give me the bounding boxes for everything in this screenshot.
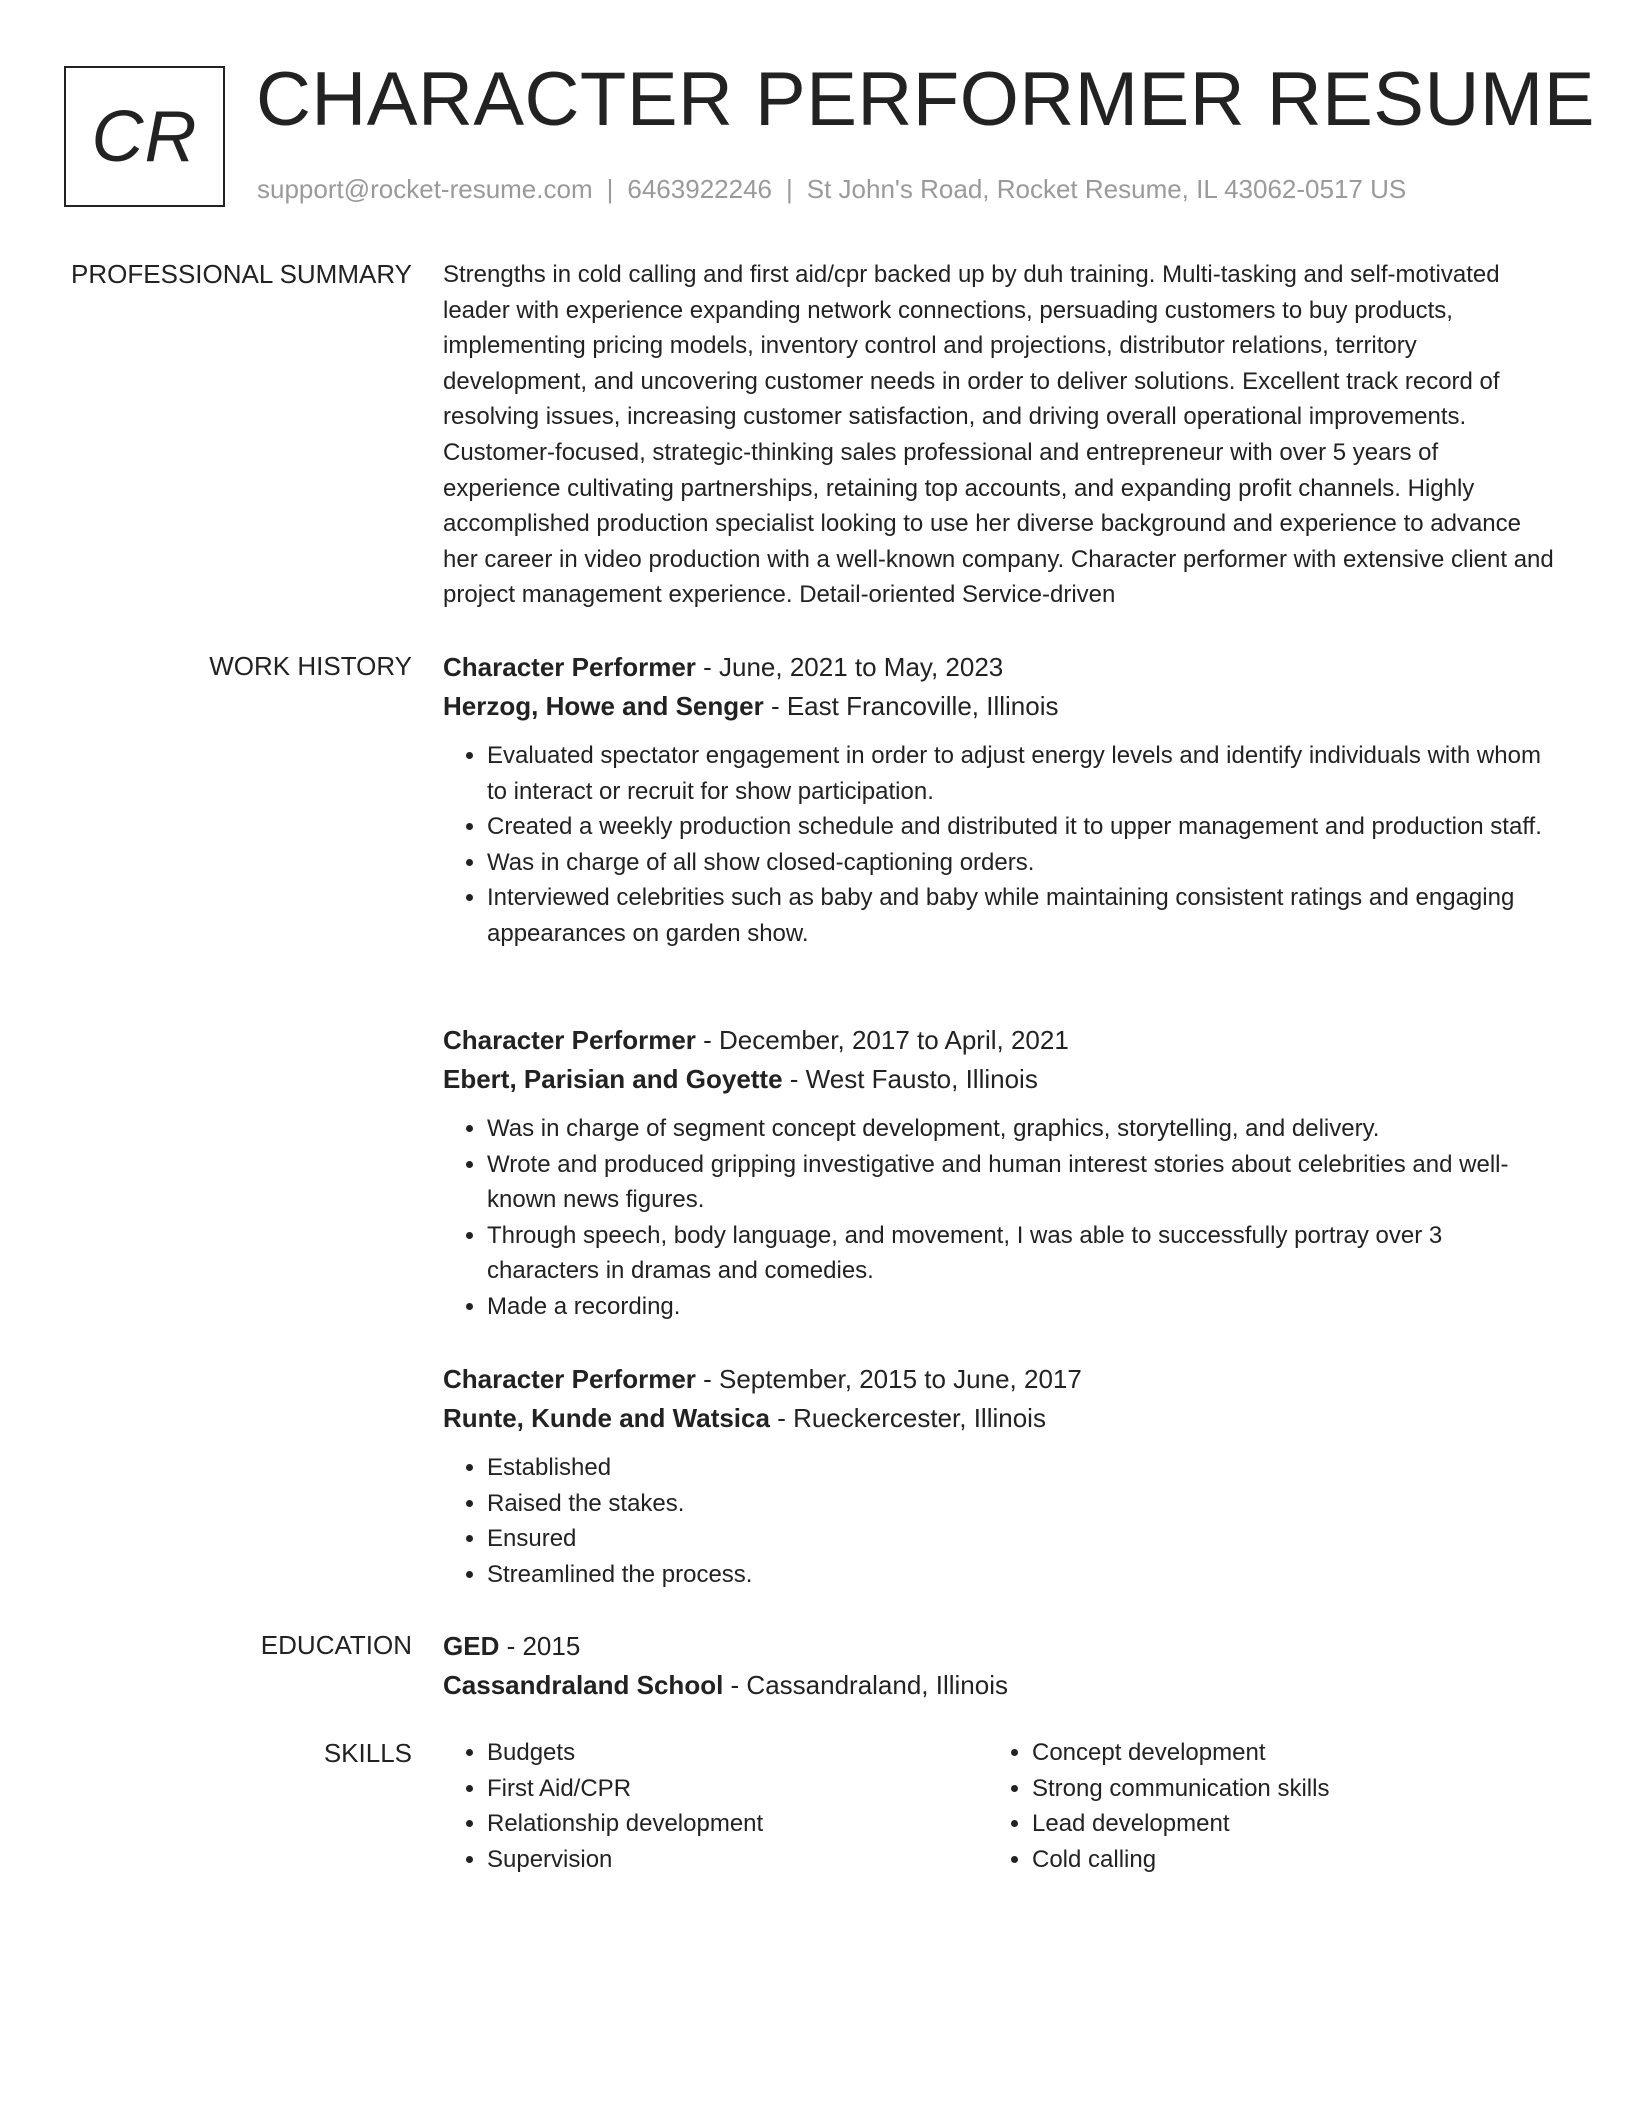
- skills-body: [443, 1735, 1555, 1877]
- skill-item: • Lead development: [1032, 1806, 1533, 1842]
- job-duty: • Wrote and produced gripping investigative and human interest stories about celebrities and well-known news figures.: [487, 1147, 1555, 1218]
- job-duty: • Interviewed celebrities such as baby and baby while maintaining consistent ratings and engaging appearances on garden show.: [487, 880, 1555, 951]
- job-location: - West Fausto, Illinois: [782, 1064, 1038, 1094]
- education-degree: GED: [443, 1631, 500, 1661]
- contact-separator: |: [606, 174, 614, 204]
- skill-item: • Strong communication skills: [1032, 1771, 1533, 1807]
- work-history-heading: WORK HISTORY: [209, 651, 412, 681]
- skills-list-left: [443, 1735, 988, 1877]
- education-school: Cassandraland School: [443, 1670, 724, 1700]
- job-title: Character Performer: [443, 1025, 696, 1055]
- job-company-line: [443, 687, 1555, 726]
- job-duty: • Raised the stakes.: [487, 1486, 1555, 1522]
- skills-columns: [443, 1735, 1555, 1877]
- job-entry: [443, 648, 1555, 952]
- education-heading: EDUCATION: [260, 1630, 412, 1660]
- job-duties-list: [443, 738, 1555, 952]
- contact-email[interactable]: support@rocket-resume.com: [257, 174, 593, 204]
- summary-body: [443, 257, 1555, 613]
- skill-item: • Concept development: [1032, 1735, 1533, 1771]
- job-title-line: [443, 648, 1555, 687]
- job-duty: • Established: [487, 1450, 1555, 1486]
- job-title: Character Performer: [443, 652, 696, 682]
- skills-heading: SKILLS: [323, 1738, 412, 1768]
- job-company: Herzog, Howe and Senger: [443, 691, 764, 721]
- contact-line: [257, 174, 1406, 205]
- skills-list-right: [988, 1735, 1533, 1877]
- education-school-line: [443, 1666, 1555, 1705]
- job-location: - East Francoville, Illinois: [763, 691, 1059, 721]
- job-entry: [443, 1021, 1555, 1325]
- job-duty: • Made a recording.: [487, 1289, 1555, 1325]
- resume-title: CHARACTER PERFORMER RESUME: [256, 57, 1595, 142]
- job-location: - Rueckercester, Illinois: [769, 1403, 1046, 1433]
- skill-item: • Relationship development: [487, 1806, 988, 1842]
- skill-item: • First Aid/CPR: [487, 1771, 988, 1807]
- education-body: [443, 1627, 1555, 1705]
- job-dates: - September, 2015 to June, 2017: [695, 1364, 1082, 1394]
- job-title: Character Performer: [443, 1364, 696, 1394]
- job-duties-list: [443, 1111, 1555, 1325]
- skill-item: • Cold calling: [1032, 1842, 1533, 1878]
- job-company-line: [443, 1399, 1555, 1438]
- job-company: Runte, Kunde and Watsica: [443, 1403, 770, 1433]
- education-year: - 2015: [499, 1631, 581, 1661]
- job-entry: [443, 1360, 1555, 1592]
- contact-separator: |: [786, 174, 793, 204]
- contact-address: St John's Road, Rocket Resume, IL 43062-0517 US: [806, 174, 1407, 204]
- job-title-line: [443, 1021, 1555, 1060]
- job-duty: • Evaluated spectator engagement in order to adjust energy levels and identify individuals with whom to interact or recruit for show participation.: [487, 738, 1555, 809]
- summary-heading: PROFESSIONAL SUMMARY: [71, 259, 412, 289]
- job-title-line: [443, 1360, 1555, 1399]
- monogram-badge: [64, 66, 225, 207]
- job-duty: • Ensured: [487, 1521, 1555, 1557]
- education-degree-line: [443, 1627, 1555, 1666]
- contact-phone[interactable]: 6463922246: [627, 174, 772, 204]
- education-location: - Cassandraland, Illinois: [723, 1670, 1009, 1700]
- job-duty: • Was in charge of all show closed-captioning orders.: [487, 845, 1555, 881]
- monogram-initials: CR: [91, 96, 198, 177]
- job-duties-list: [443, 1450, 1555, 1592]
- job-duty: • Was in charge of segment concept development, graphics, storytelling, and delivery.: [487, 1111, 1555, 1147]
- job-dates: - June, 2021 to May, 2023: [695, 652, 1004, 682]
- skill-item: • Budgets: [487, 1735, 988, 1771]
- job-dates: - December, 2017 to April, 2021: [695, 1025, 1069, 1055]
- job-duty: • Created a weekly production schedule and distributed it to upper management and production staff.: [487, 809, 1555, 845]
- job-duty: • Streamlined the process.: [487, 1557, 1555, 1593]
- job-company: Ebert, Parisian and Goyette: [443, 1064, 783, 1094]
- job-company-line: [443, 1060, 1555, 1099]
- job-duty: • Through speech, body language, and movement, I was able to successfully portray over 3 characters in dramas and comedies.: [487, 1218, 1555, 1289]
- summary-text: Strengths in cold calling and first aid/cpr backed up by duh training. Multi-tasking and self-motivated leader with experience expanding network connections, persuading customers to buy products, implementing pricing models, inventory control and projections, distributor relations, territory development, and uncovering customer needs in order to deliver solutions. Excellent track record of resolving issues, increasing customer satisfaction, and driving overall operational improvements. Customer-focused, strategic-thinking sales professional and entrepreneur with over 5 years of experience cultivating partnerships, retaining top accounts, and expanding profit channels. Highly accomplished production specialist looking to use her diverse background and experience to advance her career in video production with a well-known company. Character performer with extensive client and project management experience. Detail-oriented Service-driven: [443, 261, 1554, 609]
- skill-item: • Supervision: [487, 1842, 988, 1878]
